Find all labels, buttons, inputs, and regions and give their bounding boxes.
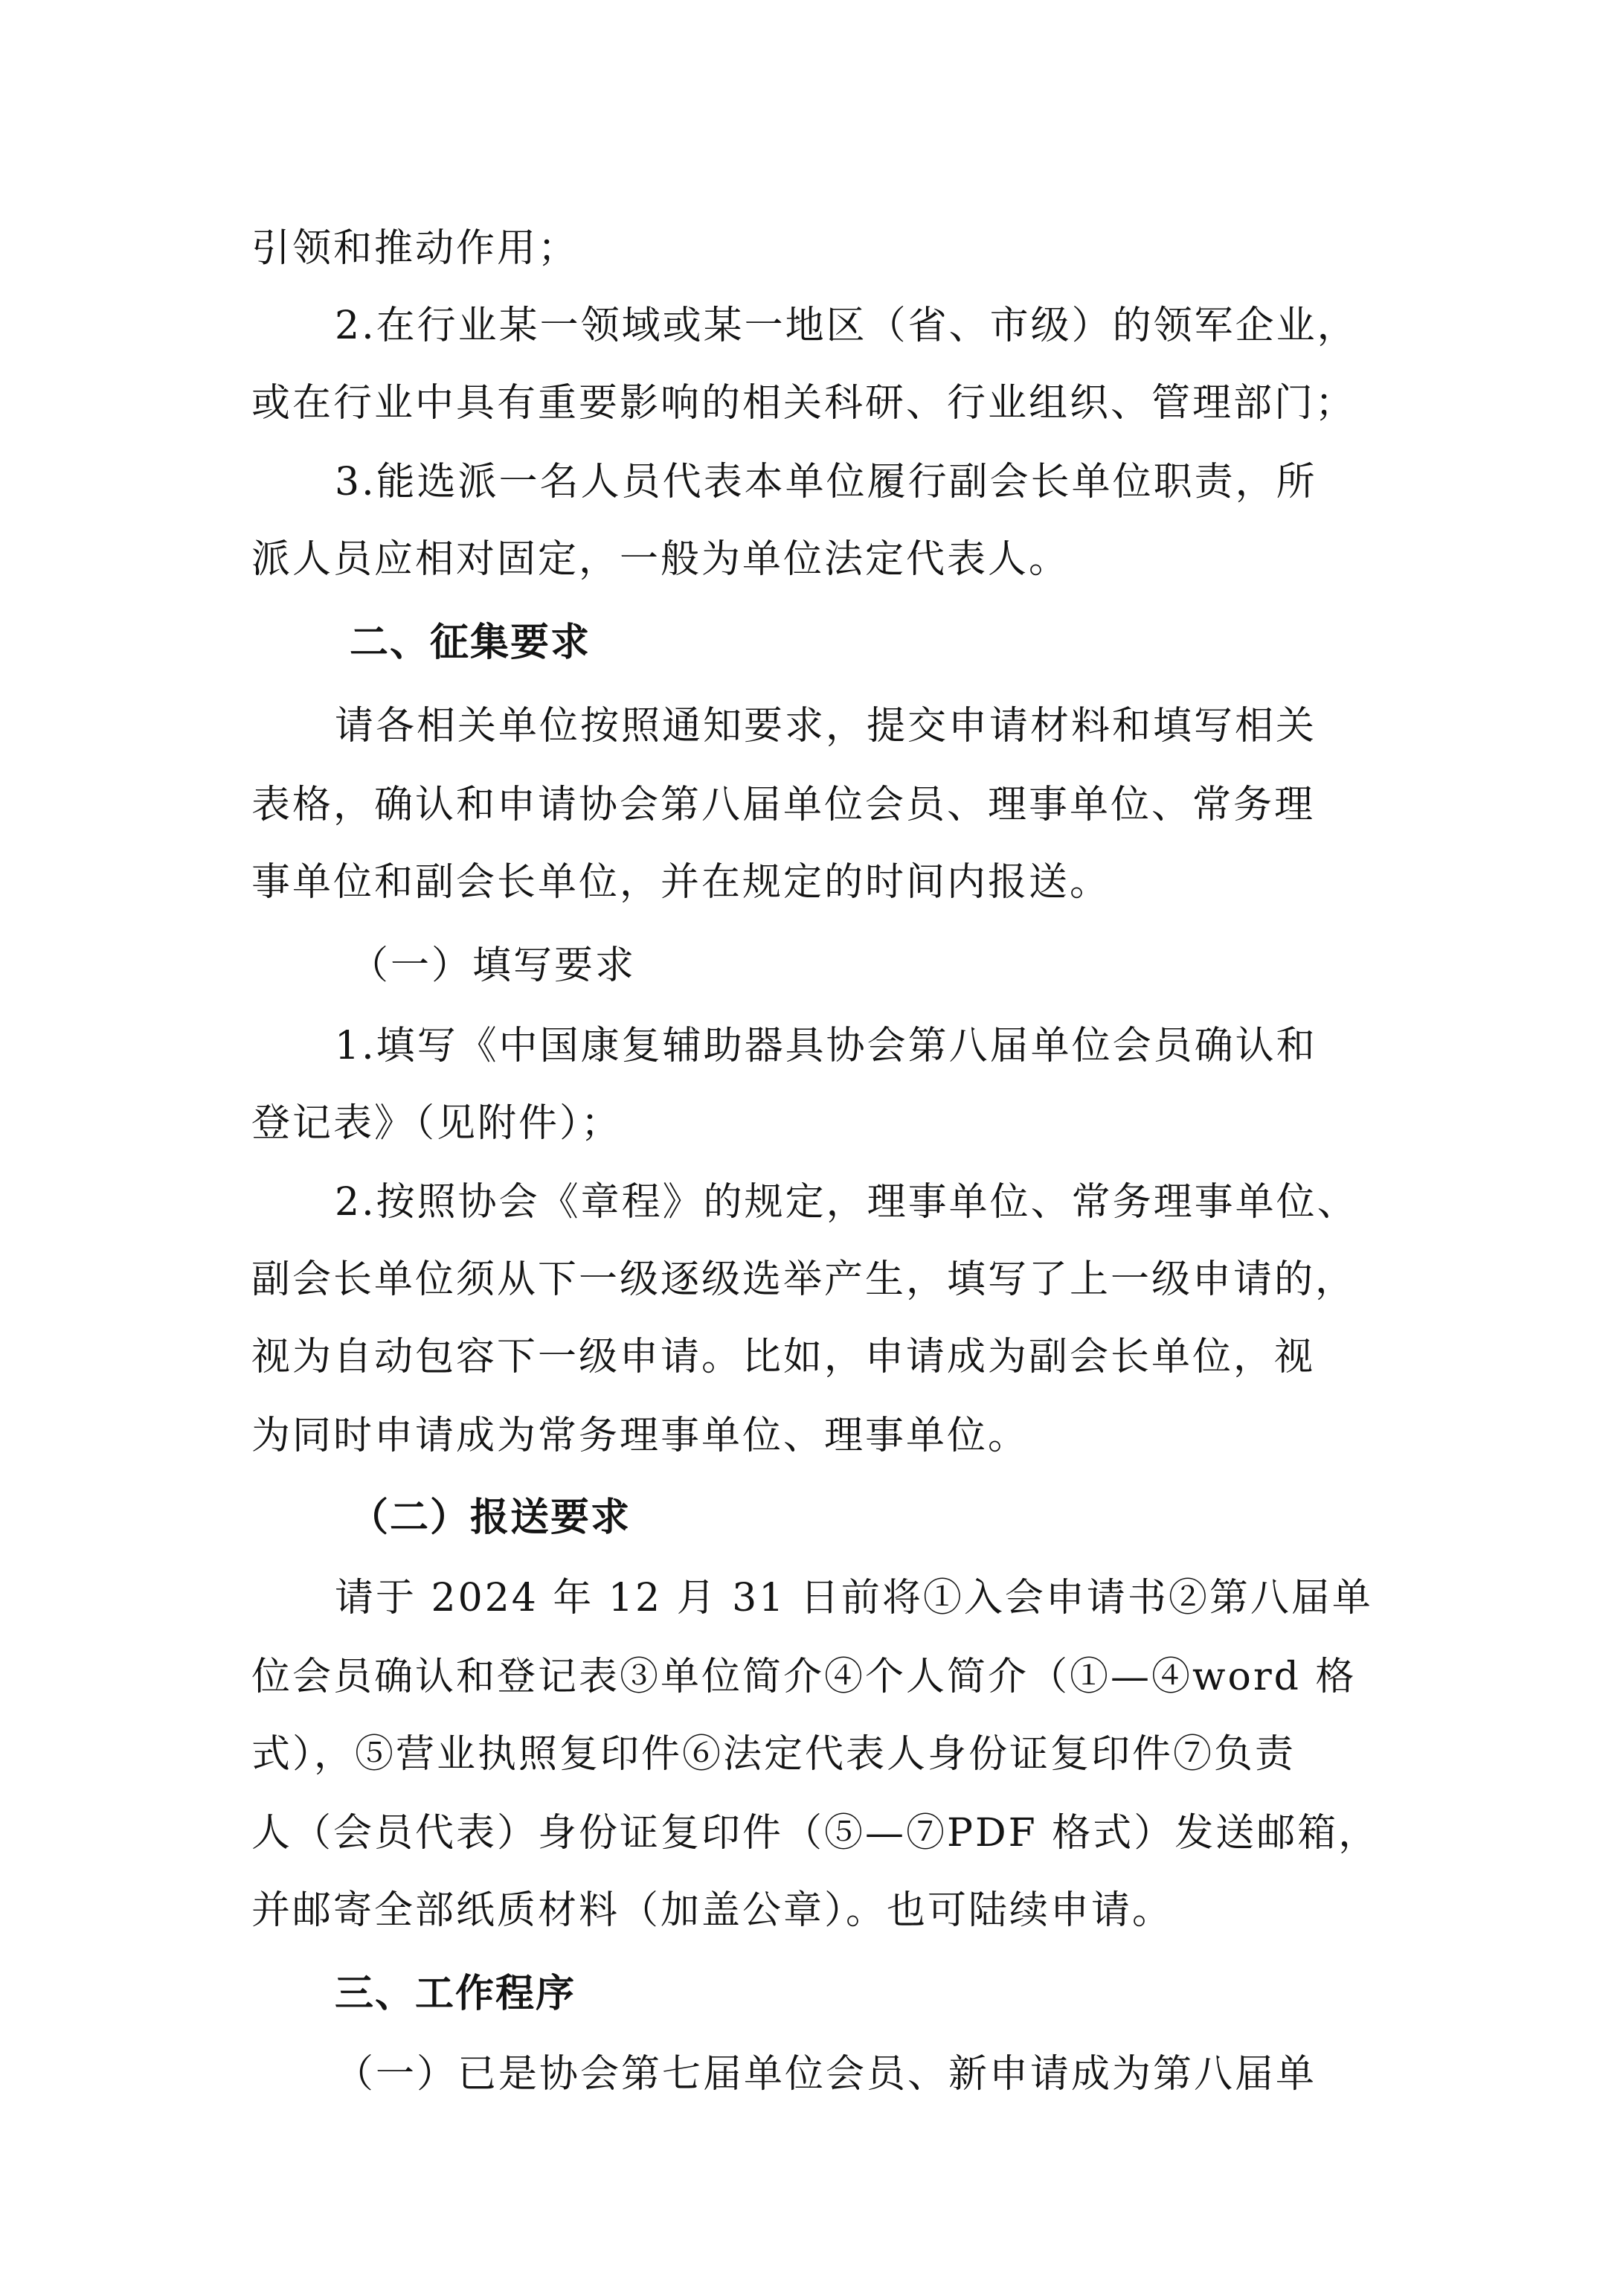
section-heading-3: 三、工作程序 xyxy=(335,1972,576,2016)
paragraph-line: 事单位和副会长单位，并在规定的时间内报送。 xyxy=(251,860,1111,905)
paragraph-line: 式），⑤营业执照复印件⑥法定代表人身份证复印件⑦负责 xyxy=(251,1732,1296,1777)
paragraph-line: 引领和推动作用； xyxy=(251,226,579,271)
list-item-2-line: 视为自动包容下一级申请。比如，申请成为副会长单位，视 xyxy=(251,1335,1316,1379)
subsection-heading-2: （二）报送要求 xyxy=(350,1495,631,1540)
paragraph-line: 请各相关单位按照通知要求，提交申请材料和填写相关 xyxy=(335,704,1317,748)
section-heading-2: 二、征集要求 xyxy=(350,621,591,665)
paragraph-line: 请于 2024 年 12 月 31 日前将①入会申请书②第八届单 xyxy=(335,1576,1373,1620)
list-item-2-line: 2.在行业某一领域或某一地区（省、市级）的领军企业， xyxy=(335,304,1358,348)
paragraph-line: 人（会员代表）身份证复印件（⑤—⑦PDF 格式）发送邮箱， xyxy=(251,1811,1380,1856)
list-item-1-line: 1.填写《中国康复辅助器具协会第八届单位会员确认和 xyxy=(335,1024,1317,1068)
list-item-2-line: 为同时申请成为常务理事单位、理事单位。 xyxy=(251,1414,1029,1458)
paragraph-line: 并邮寄全部纸质材料（加盖公章）。也可陆续申请。 xyxy=(251,1888,1174,1933)
subsection-heading-1: （一）填写要求 xyxy=(350,943,637,988)
paragraph-line: 位会员确认和登记表③单位简介④个人简介（①—④word 格 xyxy=(251,1655,1357,1699)
list-item-3-line: 3.能选派一名人员代表本单位履行副会长单位职责，所 xyxy=(335,460,1317,504)
list-item-3-line: 派人员应相对固定，一般为单位法定代表人。 xyxy=(251,537,1070,582)
list-item-2-line: 副会长单位须从下一级逐级选举产生，填写了上一级申请的， xyxy=(251,1257,1357,1302)
list-item-2-line: 2.按照协会《章程》的规定，理事单位、常务理事单位、 xyxy=(335,1180,1358,1225)
paragraph-line: （一）已是协会第七届单位会员、新申请成为第八届单 xyxy=(335,2052,1317,2097)
paragraph-line: 表格，确认和申请协会第八届单位会员、理事单位、常务理 xyxy=(251,783,1316,827)
list-item-1-line: 登记表》（见附件）； xyxy=(251,1101,623,1146)
list-item-2-line: 或在行业中具有重要影响的相关科研、行业组织、管理部门； xyxy=(251,381,1357,426)
